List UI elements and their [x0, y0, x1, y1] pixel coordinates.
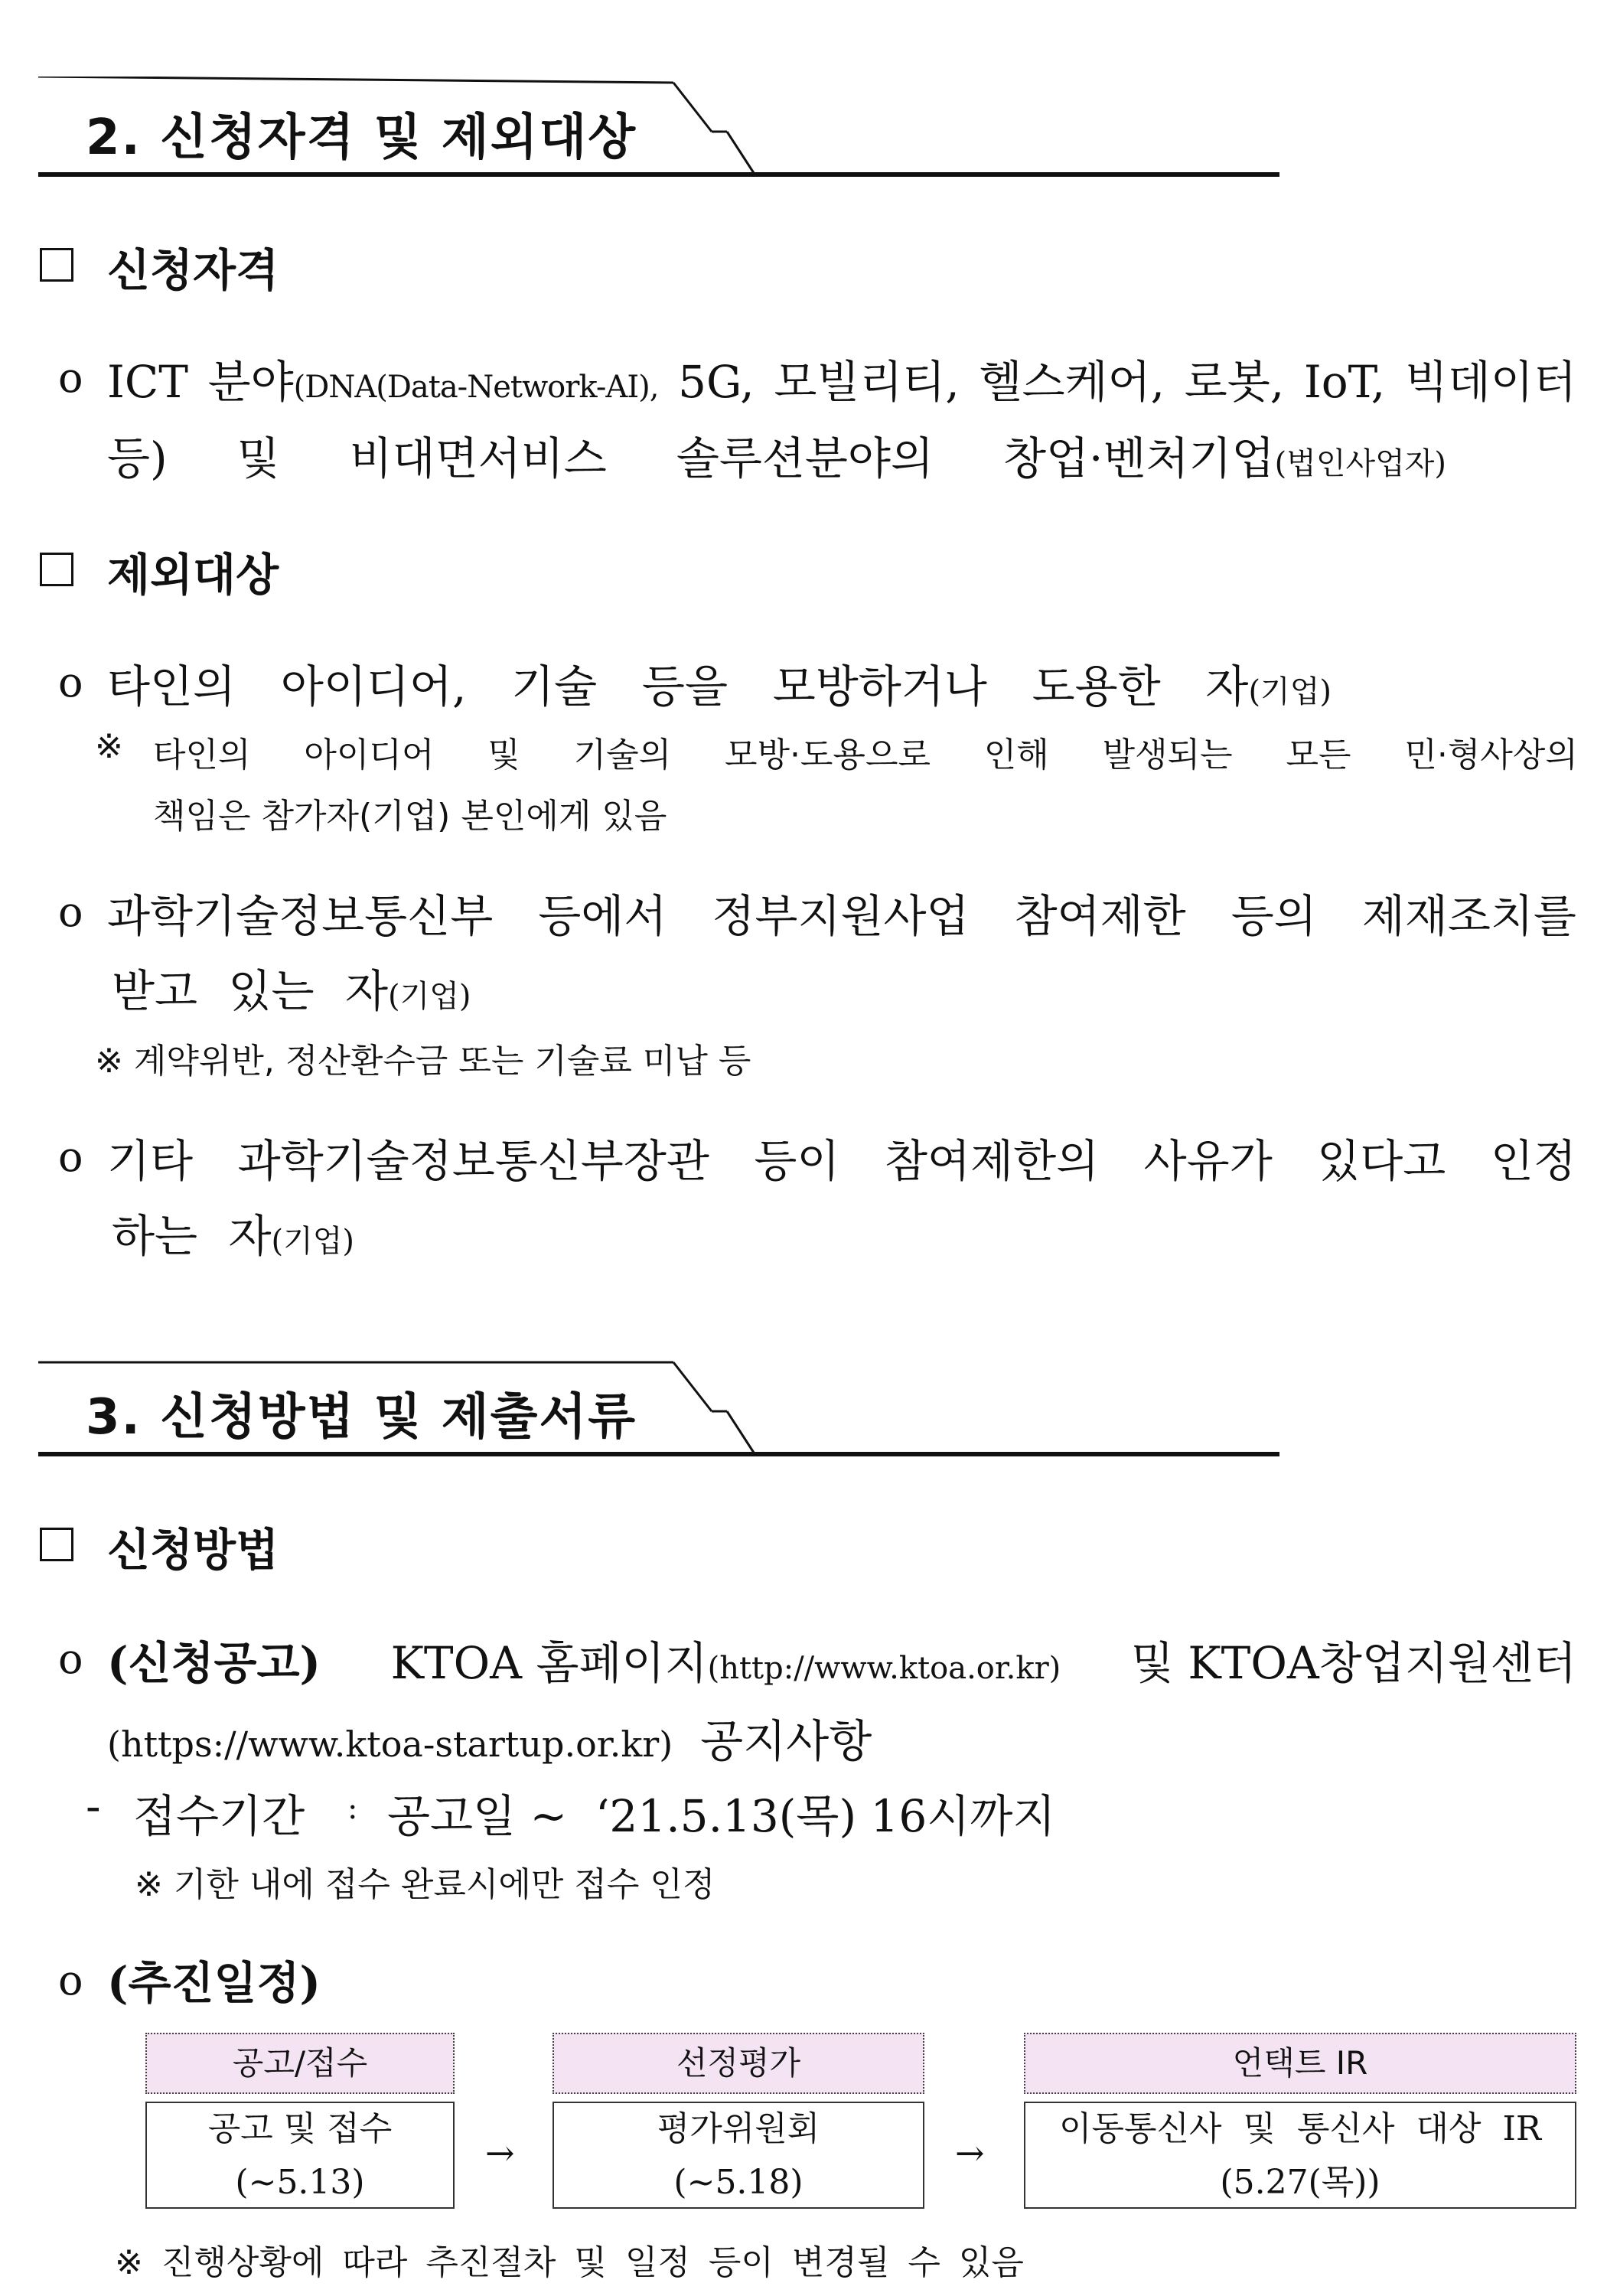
bullet-o: o [58, 1956, 83, 2004]
exclusion-item-1-note-line-1: 타인의 아이디어 및 기술의 모방·도용으로 인해 발생되는 모든 민·형사상의 [153, 735, 1578, 775]
period-value: 공고일 ~ ‘21.5.13(목) 16시까지 [387, 1790, 1056, 1842]
exclusion-item-2-line-1: 과학기술정보통신부 등에서 정부지원사업 참여제한 등의 제재조치를 [107, 890, 1576, 942]
section-2-title: 2. 신청자격 및 제외대상 [86, 109, 637, 166]
section-3-title: 3. 신청방법 및 제출서류 [86, 1389, 637, 1446]
checkbox-square-icon [40, 1528, 73, 1561]
announcement-label: (신청공고) [107, 1637, 321, 1689]
announcement-line-1: (신청공고) KTOA 홈페이지(http://www.ktoa.or.kr) 및 KTOA창업지원센터 [107, 1627, 1576, 1691]
stage-3-head: 언택트 IR [1024, 2033, 1576, 2094]
exclusion-item-1-note-line-2: 책임은 참가자(기업) 본인에게 있음 [153, 797, 667, 836]
eligibility-line-2: 등) 및 비대면서비스 솔루션분야의 창업·벤처기업(법인사업자) [107, 432, 1446, 484]
period-dash: - [86, 1780, 101, 1832]
stage-1-head: 공고/접수 [145, 2033, 455, 2094]
bullet-o: o [58, 658, 83, 706]
stage-1-body: 공고 및 접수 (~5.13) [145, 2102, 455, 2209]
exclusion-item-3-line-2: 하는 자(기업) [112, 1210, 355, 1262]
eligibility-heading: 신청자격 [107, 244, 279, 296]
exclusion-heading: 제외대상 [107, 549, 279, 601]
reference-mark: ※ [95, 727, 123, 766]
bullet-o: o [58, 354, 83, 402]
schedule-label: (추진일정) [107, 1957, 321, 2009]
bullet-o: o [58, 1635, 83, 1683]
stage-3-body: 이동통신사 및 통신사 대상 IR (5.27(목)) [1024, 2102, 1576, 2209]
period-note: ※ 기한 내에 접수 완료시에만 접수 인정 [135, 1865, 715, 1904]
eligibility-line-1: ICT 분야(DNA(Data-Network-AI), 5G, 모빌리티, 헬스케어, 로봇, IoT, 빅데이터 [107, 356, 1576, 408]
exclusion-item-2-line-2: 받고 있는 자(기업) [112, 965, 471, 1017]
period-colon: : [347, 1791, 358, 1826]
arrow-icon: → [955, 2132, 985, 2174]
arrow-icon: → [485, 2132, 515, 2174]
stage-2-head: 선정평가 [553, 2033, 924, 2094]
exclusion-item-3-line-1: 기타 과학기술정보통신부장관 등이 참여제한의 사유가 있다고 인정 [107, 1135, 1576, 1187]
stage-2-body: 평가위원회 (~5.18) [553, 2102, 924, 2209]
announcement-line-2: (https://www.ktoa-startup.or.kr) 공지사항 [107, 1715, 872, 1767]
bullet-o: o [58, 888, 83, 936]
checkbox-square-icon [40, 553, 73, 586]
exclusion-item-1: 타인의 아이디어, 기술 등을 모방하거나 도용한 자(기업) [107, 660, 1332, 713]
checkbox-square-icon [40, 248, 73, 282]
final-note: ※ 진행상황에 따라 추진절차 및 일정 등이 변경될 수 있음 [115, 2243, 1024, 2282]
bullet-o: o [58, 1133, 83, 1181]
method-heading: 신청방법 [107, 1524, 279, 1576]
period-label: 접수기간 [133, 1790, 305, 1842]
exclusion-item-2-note: ※ 계약위반, 정산환수금 또는 기술료 미납 등 [95, 1042, 751, 1081]
